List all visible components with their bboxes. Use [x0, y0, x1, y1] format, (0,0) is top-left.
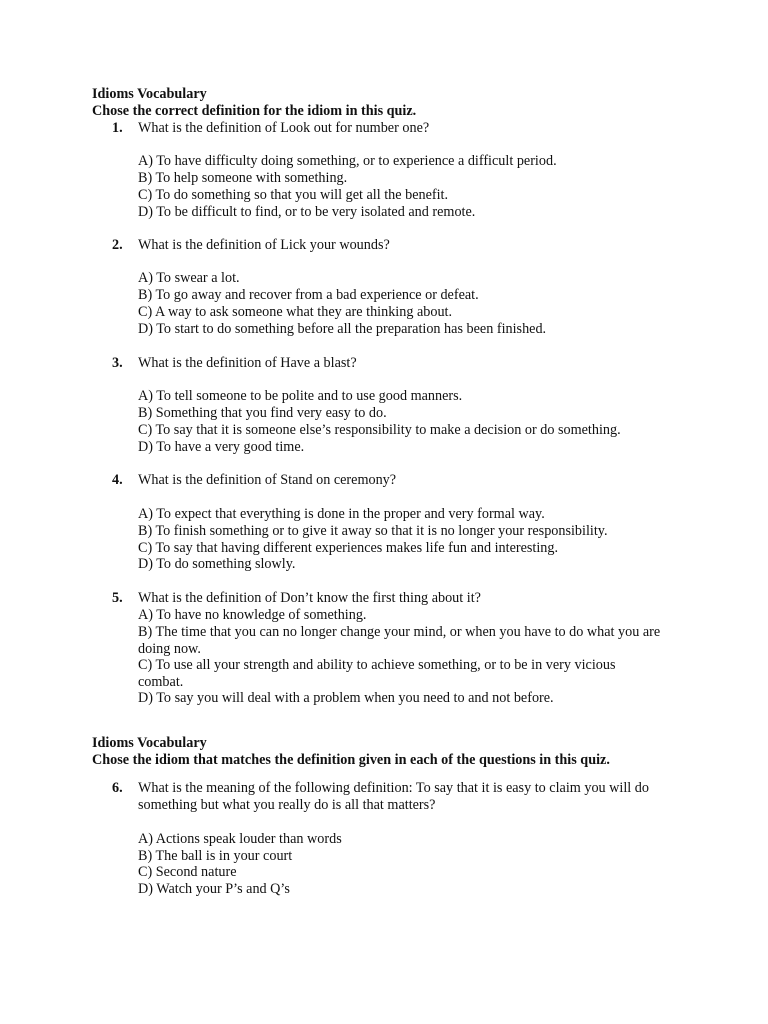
answer-option: A) Actions speak louder than words [138, 831, 342, 847]
section-instruction: Chose the correct definition for the idiom in this quiz. [92, 103, 417, 119]
answer-option: D) To be difficult to find, or to be very isolated and remote. [138, 204, 476, 220]
question-text: What is the definition of Have a blast? [138, 355, 357, 371]
section-title: Idioms Vocabulary [92, 735, 207, 751]
question-number: 1. [112, 120, 123, 136]
answer-option: D) To have a very good time. [138, 439, 305, 455]
question-number: 3. [112, 355, 123, 371]
question-number: 5. [112, 590, 123, 606]
answer-option: B) The ball is in your court [138, 848, 293, 864]
question-text: What is the definition of Look out for number one? [138, 120, 430, 136]
answer-option: C) To use all your strength and ability to achieve something, or to be in very vicious combat. [138, 657, 616, 690]
question-text: What is the definition of Lick your wounds? [138, 237, 390, 253]
answer-option: C) To say that having different experiences makes life fun and interesting. [138, 540, 559, 556]
answer-option: C) To say that it is someone else’s responsibility to make a decision or do something. [138, 422, 621, 438]
section-instruction: Chose the idiom that matches the definition given in each of the questions in this quiz. [92, 752, 610, 768]
answer-option: C) A way to ask someone what they are thinking about. [138, 304, 453, 320]
answer-option: A) To swear a lot. [138, 270, 240, 286]
question-text: What is the meaning of the following definition: To say that it is easy to claim you will do something but what you really do is all that matters? [138, 780, 649, 813]
question-text: What is the definition of Stand on ceremony? [138, 472, 397, 488]
answer-option: A) To have no knowledge of something. [138, 607, 367, 623]
answer-option: A) To tell someone to be polite and to use good manners. [138, 388, 463, 404]
answer-option: B) The time that you can no longer change your mind, or when you have to do what you are doing now. [138, 624, 661, 657]
section-title: Idioms Vocabulary [92, 86, 207, 102]
answer-option: A) To have difficulty doing something, or to experience a difficult period. [138, 153, 557, 169]
answer-option: B) To help someone with something. [138, 170, 348, 186]
answer-option: B) To finish something or to give it away so that it is no longer your responsibility. [138, 523, 608, 539]
answer-option: C) To do something so that you will get all the benefit. [138, 187, 449, 203]
answer-option: D) Watch your P’s and Q’s [138, 881, 290, 897]
answer-option: D) To start to do something before all the preparation has been finished. [138, 321, 547, 337]
answer-option: C) Second nature [138, 864, 237, 880]
answer-option: B) Something that you find very easy to do. [138, 405, 387, 421]
question-text: What is the definition of Don’t know the first thing about it? [138, 590, 481, 606]
answer-option: B) To go away and recover from a bad experience or defeat. [138, 287, 479, 303]
question-number: 6. [112, 780, 123, 796]
question-number: 4. [112, 472, 123, 488]
answer-option: D) To do something slowly. [138, 556, 296, 572]
answer-option: A) To expect that everything is done in the proper and very formal way. [138, 506, 545, 522]
question-number: 2. [112, 237, 123, 253]
answer-option: D) To say you will deal with a problem when you need to and not before. [138, 690, 554, 706]
